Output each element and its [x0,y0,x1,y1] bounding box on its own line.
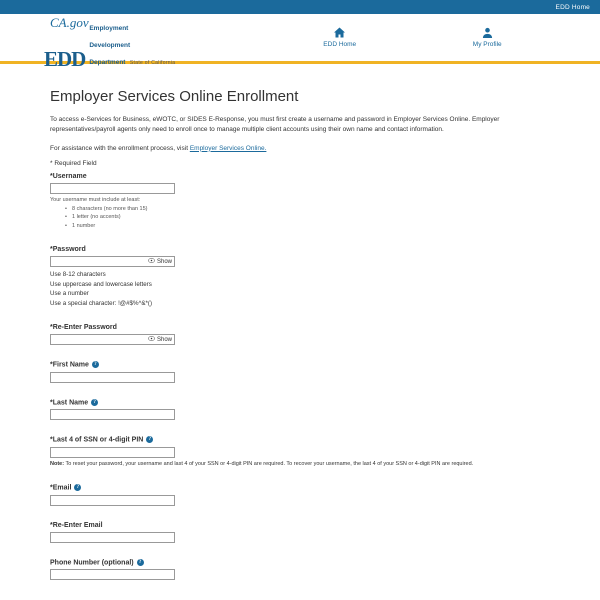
help-icon[interactable]: ? [91,399,98,406]
employer-services-online-link[interactable]: Employer Services Online. [189,144,267,152]
email-label [50,484,550,491]
header-nav [245,27,600,48]
assistance-prefix: For assistance with the enrollment process, visit [50,144,190,152]
enrollment-form [0,64,600,580]
page-title: Employer Services Online Enrollment [50,88,299,105]
username-rule: • 1 letter (no accents) [72,213,550,222]
ca-gov-text: CA.gov [50,15,89,30]
phone-input[interactable] [50,569,175,580]
reenter-email-required-star: * [50,521,53,529]
password-rule: Use a special character: !@#$%^&*() [50,299,153,307]
username-label [50,173,550,180]
nav-edd-home[interactable] [323,27,356,48]
reenter-password-show-label: Show [156,336,172,343]
field-last-name [50,399,550,420]
help-icon[interactable]: ? [92,361,99,368]
home-icon [333,27,346,38]
password-input-wrap [50,256,175,267]
brand-area [0,6,245,71]
password-rules [50,270,550,308]
site-header [0,14,600,71]
last-name-label-text: Last Name [52,399,89,407]
last-name-label [50,399,550,406]
last4-label [50,436,550,443]
required-field-note: * Required Field [50,159,97,167]
edd-logo-mark: EDD [44,46,86,71]
eye-icon [148,258,155,265]
username-input[interactable] [50,183,175,194]
last4-label-text: Last 4 of SSN or 4-digit PIN [52,436,144,444]
password-required-star: * [50,246,53,254]
help-icon[interactable]: ? [137,559,144,566]
reenter-password-input-wrap [50,334,175,345]
field-first-name [50,361,550,382]
nav-edd-home-label: EDD Home [323,41,357,48]
field-reenter-email [50,522,550,543]
last4-note-bold: Note: [50,460,65,467]
email-input[interactable] [50,495,175,506]
edd-logo-words [89,18,175,68]
reenter-password-show-button[interactable] [148,334,172,345]
reenter-password-label [50,324,550,331]
first-name-required-star: * [50,361,53,369]
utility-edd-home-link[interactable]: EDD Home [555,3,590,11]
username-rules [50,205,550,231]
field-last4-ssn [50,436,550,468]
password-rule: Use 8-12 characters [50,271,106,279]
help-icon[interactable]: ? [74,484,81,491]
eye-icon [148,336,155,343]
phone-label [50,559,550,566]
username-rule: • 8 characters (no more than 15) [72,205,550,214]
password-label [50,246,550,253]
first-name-input[interactable] [50,372,175,383]
password-rule: Use uppercase and lowercase letters [50,280,152,288]
password-show-button[interactable] [148,256,172,267]
last-name-required-star: * [50,399,53,407]
field-password [50,246,550,308]
reenter-password-required-star: * [50,324,53,332]
field-reenter-password [50,324,550,345]
intro-text: To access e-Services for Business, eWOTC, or SIDES E-Response, you must first create a username and password in Employer Services Online. Employer representatives/payroll agents only need to enroll once to manage multiple client accounts using their own name and contact information. [50,116,500,133]
phone-label-text: Phone Number (optional) [50,558,134,566]
first-name-label-text: First Name [52,361,89,369]
password-show-label: Show [156,258,172,265]
user-icon [482,27,493,38]
last4-input[interactable] [50,447,175,458]
field-phone [50,559,550,580]
username-required-star: * [50,172,53,180]
edd-logo-line2: State of California [129,59,176,66]
email-required-star: * [50,484,53,492]
nav-my-profile[interactable] [473,27,502,48]
password-rule: Use a number [50,290,89,298]
username-hint: Your username must include at least: [50,196,141,203]
ca-gov-logo[interactable] [50,16,89,29]
reenter-password-label-text: Re-Enter Password [52,324,117,332]
reenter-email-label-text: Re-Enter Email [52,521,103,529]
nav-my-profile-label: My Profile [472,41,502,48]
edd-logo-line1: Employment Development Department [89,25,131,66]
email-label-text: Email [52,484,72,492]
field-email [50,484,550,505]
last4-required-star: * [50,436,53,444]
last-name-input[interactable] [50,409,175,420]
username-rule: • 1 number [72,222,550,231]
last4-note [50,461,510,469]
username-label-text: Username [52,172,87,180]
help-icon[interactable]: ? [146,436,153,443]
first-name-label [50,361,550,368]
field-username [50,173,550,231]
reenter-email-input[interactable] [50,532,175,543]
assistance-line [50,145,550,152]
reenter-email-label [50,522,550,529]
password-label-text: Password [52,246,86,254]
last4-note-text: To reset your password, your username and last 4 of your SSN or 4-digit PIN are required. To recover your username, the last 4 of your SSN or 4-digit PIN are required. [64,460,474,467]
